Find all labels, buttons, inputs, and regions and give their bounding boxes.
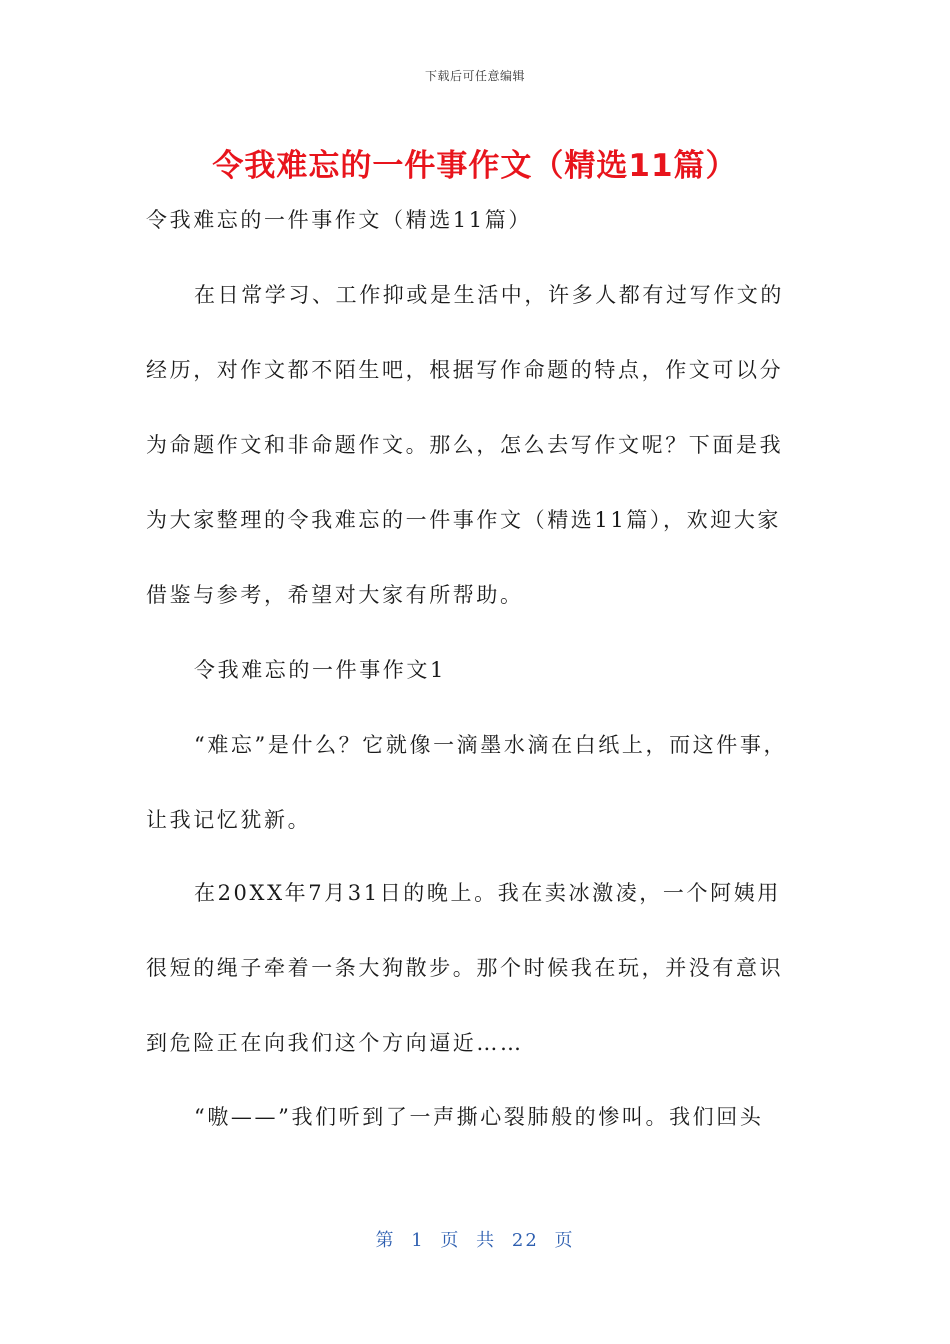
paragraph-line: 经历，对作文都不陌生吧，根据写作命题的特点，作文可以分 — [146, 358, 784, 382]
paragraph-line: 为命题作文和非命题作文。那么，怎么去写作文呢？下面是我 — [146, 433, 784, 457]
footer-ye: 页 — [440, 1230, 461, 1251]
paragraph-line: 到危险正在向我们这个方向逼近…… — [146, 1031, 524, 1055]
footer-gong: 共 — [476, 1230, 497, 1251]
footer-di: 第 — [375, 1230, 396, 1251]
section-heading: 令我难忘的一件事作文1 — [194, 658, 446, 682]
paragraph-line: 在20XX年7月31日的晚上。我在卖冰激凌，一个阿姨用 — [194, 881, 781, 905]
paragraph-line: 为大家整理的令我难忘的一件事作文（精选11篇），欢迎大家 — [146, 508, 782, 532]
page-footer — [0, 1226, 950, 1252]
paragraph-line: 借鉴与参考，希望对大家有所帮助。 — [146, 583, 524, 607]
paragraph-line: 很短的绳子牵着一条大狗散步。那个时候我在玩，并没有意识 — [146, 956, 784, 980]
paragraph-line: “难忘”是什么？它就像一滴墨水滴在白纸上，而这件事， — [194, 733, 788, 757]
header-note: 下载后可任意编辑 — [424, 69, 525, 83]
paragraph-line: “嗷——”我们听到了一声撕心裂肺般的惨叫。我们回头 — [194, 1105, 764, 1129]
subtitle-line: 令我难忘的一件事作文（精选11篇） — [146, 208, 532, 232]
footer-total-pages: 22 — [511, 1230, 539, 1251]
footer-ye-end: 页 — [554, 1230, 575, 1251]
paragraph-line: 在日常学习、工作抑或是生活中，许多人都有过写作文的 — [194, 283, 784, 307]
footer-current-page: 1 — [411, 1230, 425, 1251]
paragraph-line: 让我记忆犹新。 — [146, 808, 312, 832]
document-title: 令我难忘的一件事作文（精选11篇） — [212, 148, 738, 184]
